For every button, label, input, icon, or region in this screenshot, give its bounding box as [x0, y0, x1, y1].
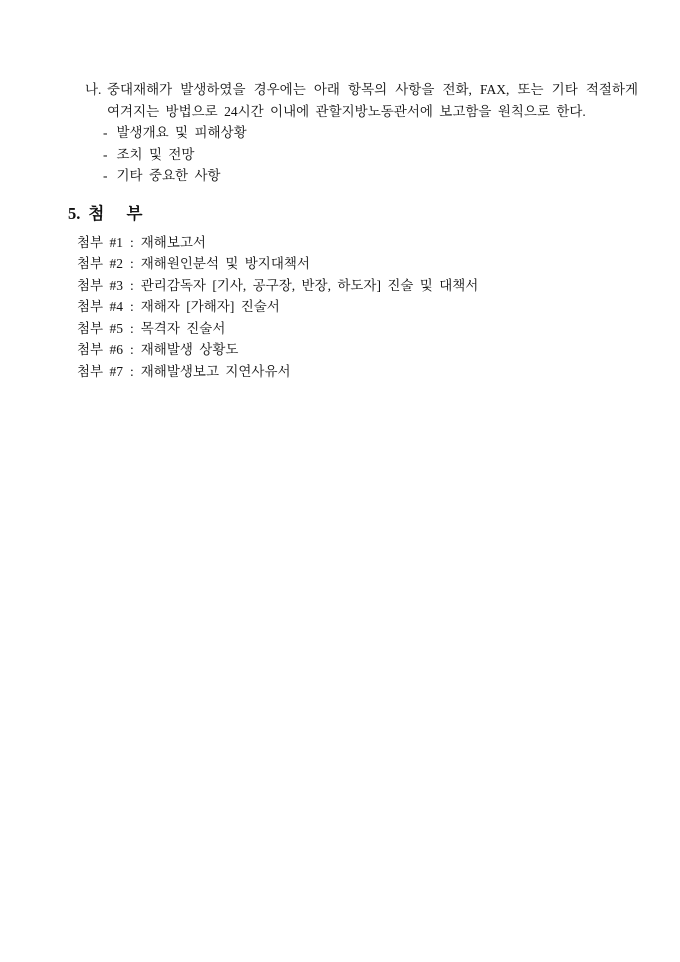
- list-item-text: 기타 중요한 사항: [116, 168, 221, 183]
- attachment-separator: :: [129, 277, 134, 293]
- clause-marker: 나.: [85, 82, 102, 97]
- attachment-title: 재해발생 상황도: [140, 342, 239, 357]
- attachment-row: [77, 253, 680, 275]
- heading-title: 첨 부: [88, 203, 143, 223]
- attachment-title: 관리감독자 [기사, 공구장, 반장, 하도자] 진술 및 대책서: [140, 277, 479, 293]
- list-item-text: 조치 및 전망: [116, 146, 195, 162]
- section-5-heading: [68, 203, 680, 225]
- attachment-row: [77, 296, 680, 318]
- attachment-separator: :: [129, 299, 134, 314]
- clause-text: 중대재해가 발생하였을 경우에는 아래 항목의 사항을 전화, FAX, 또는 기타 적절하게 여겨지는 방법으로 24시간 이내에 관할지방노동관서에 보고함을 원칙으로 한다.: [107, 82, 638, 119]
- attachment-label: 첨부 #7: [77, 363, 123, 379]
- attachment-title: 목격자 진술서: [140, 320, 226, 336]
- attachment-separator: :: [129, 342, 134, 357]
- attachment-row: [77, 339, 680, 361]
- dash-bullet: -: [103, 146, 108, 162]
- heading-number: 5.: [68, 203, 81, 223]
- attachment-label: 첨부 #2: [77, 256, 123, 271]
- attachment-label: 첨부 #6: [77, 342, 123, 357]
- attachment-title: 재해원인분석 및 방지대책서: [140, 256, 310, 271]
- attachment-label: 첨부 #4: [77, 299, 123, 314]
- attachment-title: 재해보고서: [140, 234, 206, 250]
- attachment-separator: :: [129, 363, 134, 379]
- attachment-row: [77, 275, 680, 297]
- attachment-row: [77, 318, 680, 340]
- attachment-separator: :: [129, 234, 134, 250]
- attachment-separator: :: [129, 256, 134, 271]
- dash-bullet: -: [103, 168, 108, 183]
- attachment-label: 첨부 #1: [77, 234, 123, 250]
- dash-bullet: -: [103, 125, 108, 140]
- list-item: [103, 122, 680, 144]
- attachment-label: 첨부 #5: [77, 320, 123, 336]
- clause-sub-list: [0, 122, 680, 187]
- list-item: [103, 165, 680, 187]
- list-item: [103, 144, 680, 166]
- list-item-text: 발생개요 및 피해상황: [116, 125, 247, 140]
- attachment-title: 재해자 [가해자] 진술서: [140, 299, 280, 314]
- attachment-row: [77, 232, 680, 254]
- attachment-row: [77, 361, 680, 383]
- attachment-label: 첨부 #3: [77, 277, 123, 293]
- attachment-title: 재해발생보고 지연사유서: [140, 363, 291, 379]
- clause-paragraph: [85, 79, 638, 122]
- attachment-list: [77, 232, 680, 383]
- attachment-separator: :: [129, 320, 134, 336]
